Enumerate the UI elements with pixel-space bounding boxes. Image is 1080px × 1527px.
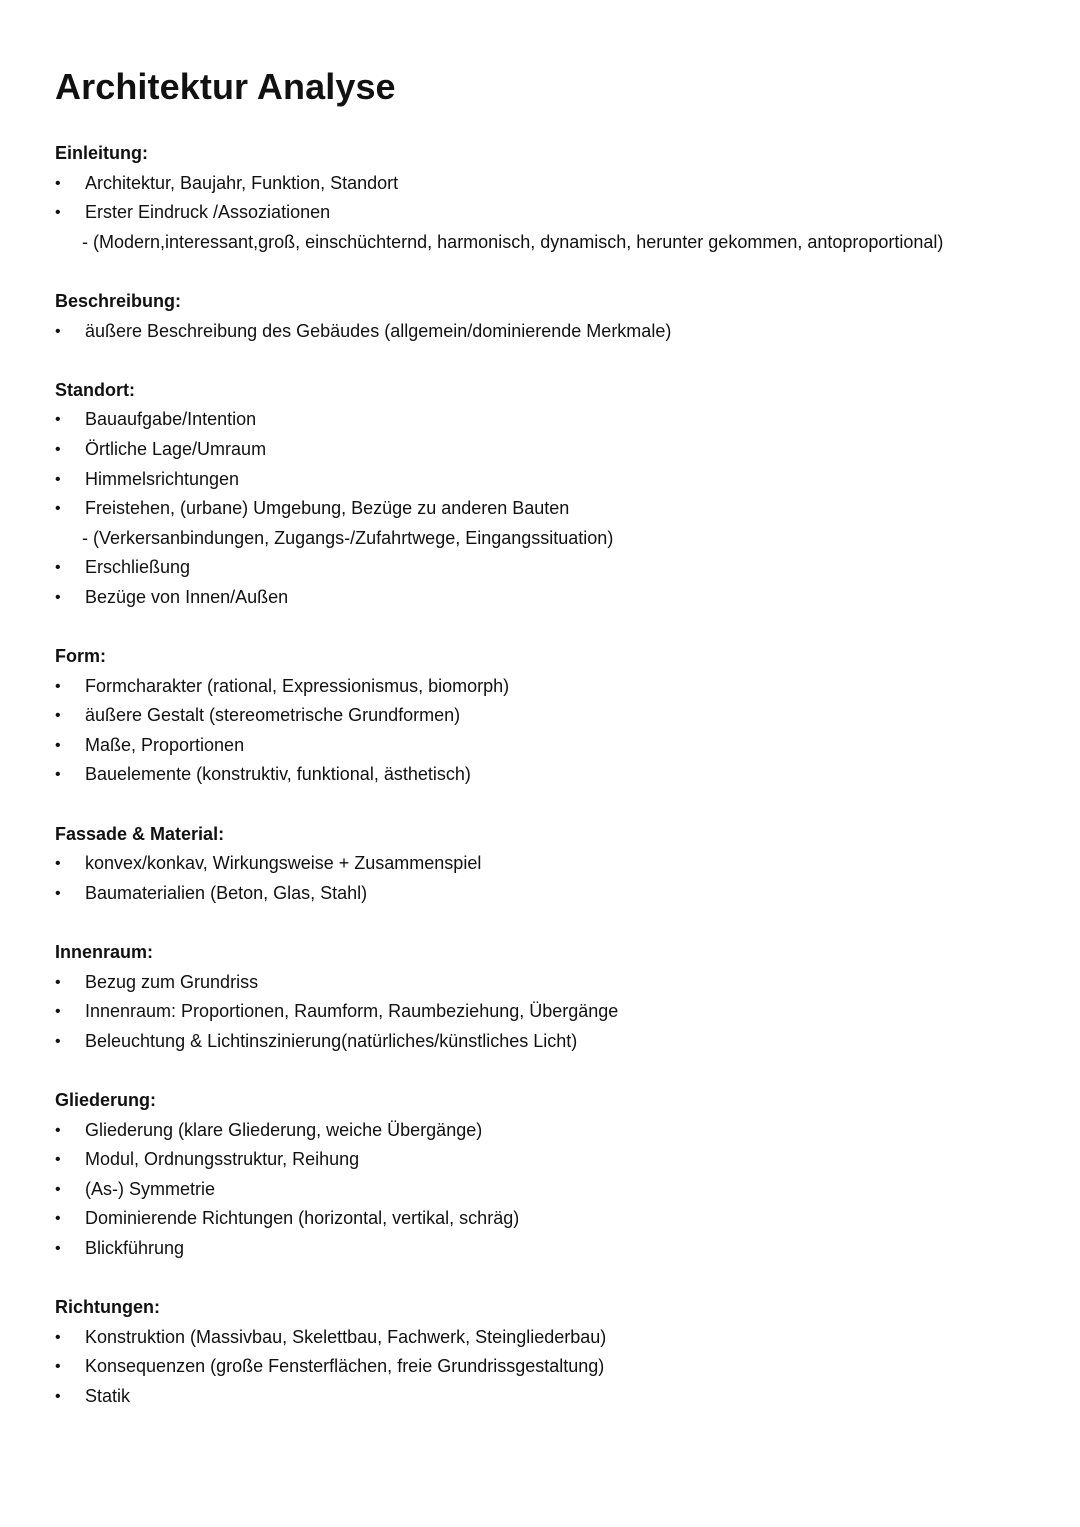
section-heading: Standort: — [55, 379, 135, 400]
list-item-text: Erschließung — [85, 557, 191, 578]
section-heading: Fassade & Material: — [55, 823, 225, 844]
list-item-text: Architektur, Baujahr, Funktion, Standort — [85, 172, 399, 193]
bullet-icon: • — [55, 1180, 61, 1198]
section-heading: Richtungen: — [55, 1297, 160, 1318]
bullet-icon: • — [55, 500, 61, 518]
list-item — [55, 701, 1045, 731]
list-item-text: Örtliche Lage/Umraum — [85, 438, 267, 459]
list-item — [55, 731, 1045, 761]
list-item — [55, 494, 1045, 524]
list-item — [55, 849, 1045, 879]
bullet-icon: • — [55, 174, 61, 192]
bullet-icon: • — [55, 559, 61, 577]
list-item-text: Bauaufgabe/Intention — [85, 409, 257, 430]
list-item — [55, 997, 1045, 1027]
bullet-list — [55, 672, 1045, 790]
list-item-text: äußere Beschreibung des Gebäudes (allgemein/dominierende Merkmale) — [85, 320, 672, 341]
section — [55, 139, 1045, 257]
bullet-icon: • — [55, 440, 61, 458]
section-heading: Form: — [55, 646, 106, 667]
bullet-list — [55, 849, 1045, 908]
section — [55, 287, 1045, 346]
list-item — [55, 198, 1045, 228]
list-item-text: Bezüge von Innen/Außen — [85, 586, 289, 607]
list-item — [55, 435, 1045, 465]
bullet-list — [55, 1116, 1045, 1264]
document-page — [55, 66, 1045, 1441]
list-item-text: konvex/konkav, Wirkungsweise + Zusammenspiel — [85, 853, 482, 874]
list-item — [55, 1145, 1045, 1175]
list-item-text: Bauelemente (konstruktiv, funktional, ästhetisch) — [85, 764, 471, 785]
bullet-icon: • — [55, 736, 61, 754]
list-item-text: Maße, Proportionen — [85, 734, 245, 755]
bullet-icon: • — [55, 1121, 61, 1139]
list-item-subnote: - (Verkersanbindungen, Zugangs-/Zufahrtwege, Eingangssituation) — [82, 527, 614, 548]
list-item-text: Dominierende Richtungen (horizontal, vertikal, schräg) — [85, 1208, 520, 1229]
section — [55, 820, 1045, 909]
bullet-list — [55, 1323, 1045, 1412]
section — [55, 1086, 1045, 1264]
list-item-text: Formcharakter (rational, Expressionismus, biomorph) — [85, 675, 510, 696]
list-item — [55, 1234, 1045, 1264]
bullet-icon: • — [55, 1239, 61, 1257]
list-item-text: (As-) Symmetrie — [85, 1178, 215, 1199]
section-list — [55, 139, 1045, 1412]
list-item-text: Innenraum: Proportionen, Raumform, Raumbeziehung, Übergänge — [85, 1001, 619, 1022]
bullet-icon: • — [55, 677, 61, 695]
section-heading: Gliederung: — [55, 1090, 157, 1110]
list-item — [55, 1175, 1045, 1205]
list-item — [55, 169, 1045, 199]
list-item — [55, 405, 1045, 435]
bullet-icon: • — [55, 884, 61, 902]
section — [55, 1293, 1045, 1411]
section-heading: Einleitung: — [55, 143, 148, 163]
list-item-text: Gliederung (klare Gliederung, weiche Übergänge) — [85, 1119, 483, 1140]
bullet-icon: • — [55, 322, 61, 340]
list-item — [55, 1382, 1045, 1412]
list-item-text: Beleuchtung & Lichtinszinierung(natürliches/künstliches Licht) — [85, 1030, 578, 1051]
bullet-list — [55, 968, 1045, 1057]
bullet-icon: • — [55, 1358, 61, 1376]
list-item — [55, 1352, 1045, 1382]
bullet-list — [55, 317, 1045, 347]
bullet-list — [55, 405, 1045, 612]
page-title: Architektur Analyse — [55, 66, 396, 107]
section — [55, 376, 1045, 613]
section — [55, 938, 1045, 1056]
bullet-icon: • — [55, 411, 61, 429]
bullet-icon: • — [55, 973, 61, 991]
list-item — [55, 760, 1045, 790]
list-item-text: Baumaterialien (Beton, Glas, Stahl) — [85, 882, 368, 903]
bullet-icon: • — [55, 1387, 61, 1405]
list-item — [55, 317, 1045, 347]
list-item-text: Konsequenzen (große Fensterflächen, freie Grundrissgestaltung) — [85, 1356, 605, 1377]
bullet-icon: • — [55, 855, 61, 873]
bullet-icon: • — [55, 1328, 61, 1346]
bullet-icon: • — [55, 588, 61, 606]
list-item — [55, 583, 1045, 613]
list-item — [55, 1027, 1045, 1057]
list-item — [55, 672, 1045, 702]
list-item — [55, 1204, 1045, 1234]
bullet-icon: • — [55, 1151, 61, 1169]
section-heading: Innenraum: — [55, 942, 154, 963]
bullet-icon: • — [55, 707, 61, 725]
list-item — [55, 553, 1045, 583]
bullet-icon: • — [55, 766, 61, 784]
list-item-text: äußere Gestalt (stereometrische Grundformen) — [85, 705, 461, 726]
bullet-icon: • — [55, 204, 61, 222]
list-item-subnote: - (Modern,interessant,groß, einschüchternd, harmonisch, dynamisch, herunter gekommen, antoproportional) — [82, 231, 944, 252]
list-item — [55, 1116, 1045, 1146]
list-item — [55, 968, 1045, 998]
list-item — [55, 879, 1045, 909]
list-item-text: Konstruktion (Massivbau, Skelettbau, Fachwerk, Steingliederbau) — [85, 1326, 607, 1347]
list-item-text: Erster Eindruck /Assoziationen — [85, 202, 331, 223]
bullet-icon: • — [55, 1032, 61, 1050]
bullet-icon: • — [55, 470, 61, 488]
list-item — [55, 1323, 1045, 1353]
bullet-list — [55, 169, 1045, 258]
list-item — [55, 465, 1045, 495]
list-item-text: Bezug zum Grundriss — [85, 971, 259, 992]
list-item-text: Blickführung — [85, 1237, 185, 1258]
list-item-text: Himmelsrichtungen — [85, 468, 240, 489]
section-heading: Beschreibung: — [55, 290, 182, 311]
section — [55, 642, 1045, 790]
list-item-text: Statik — [85, 1385, 131, 1406]
list-item-text: Freistehen, (urbane) Umgebung, Bezüge zu anderen Bauten — [85, 498, 570, 519]
bullet-icon: • — [55, 1210, 61, 1228]
list-item-text: Modul, Ordnungsstruktur, Reihung — [85, 1149, 360, 1170]
bullet-icon: • — [55, 1003, 61, 1021]
